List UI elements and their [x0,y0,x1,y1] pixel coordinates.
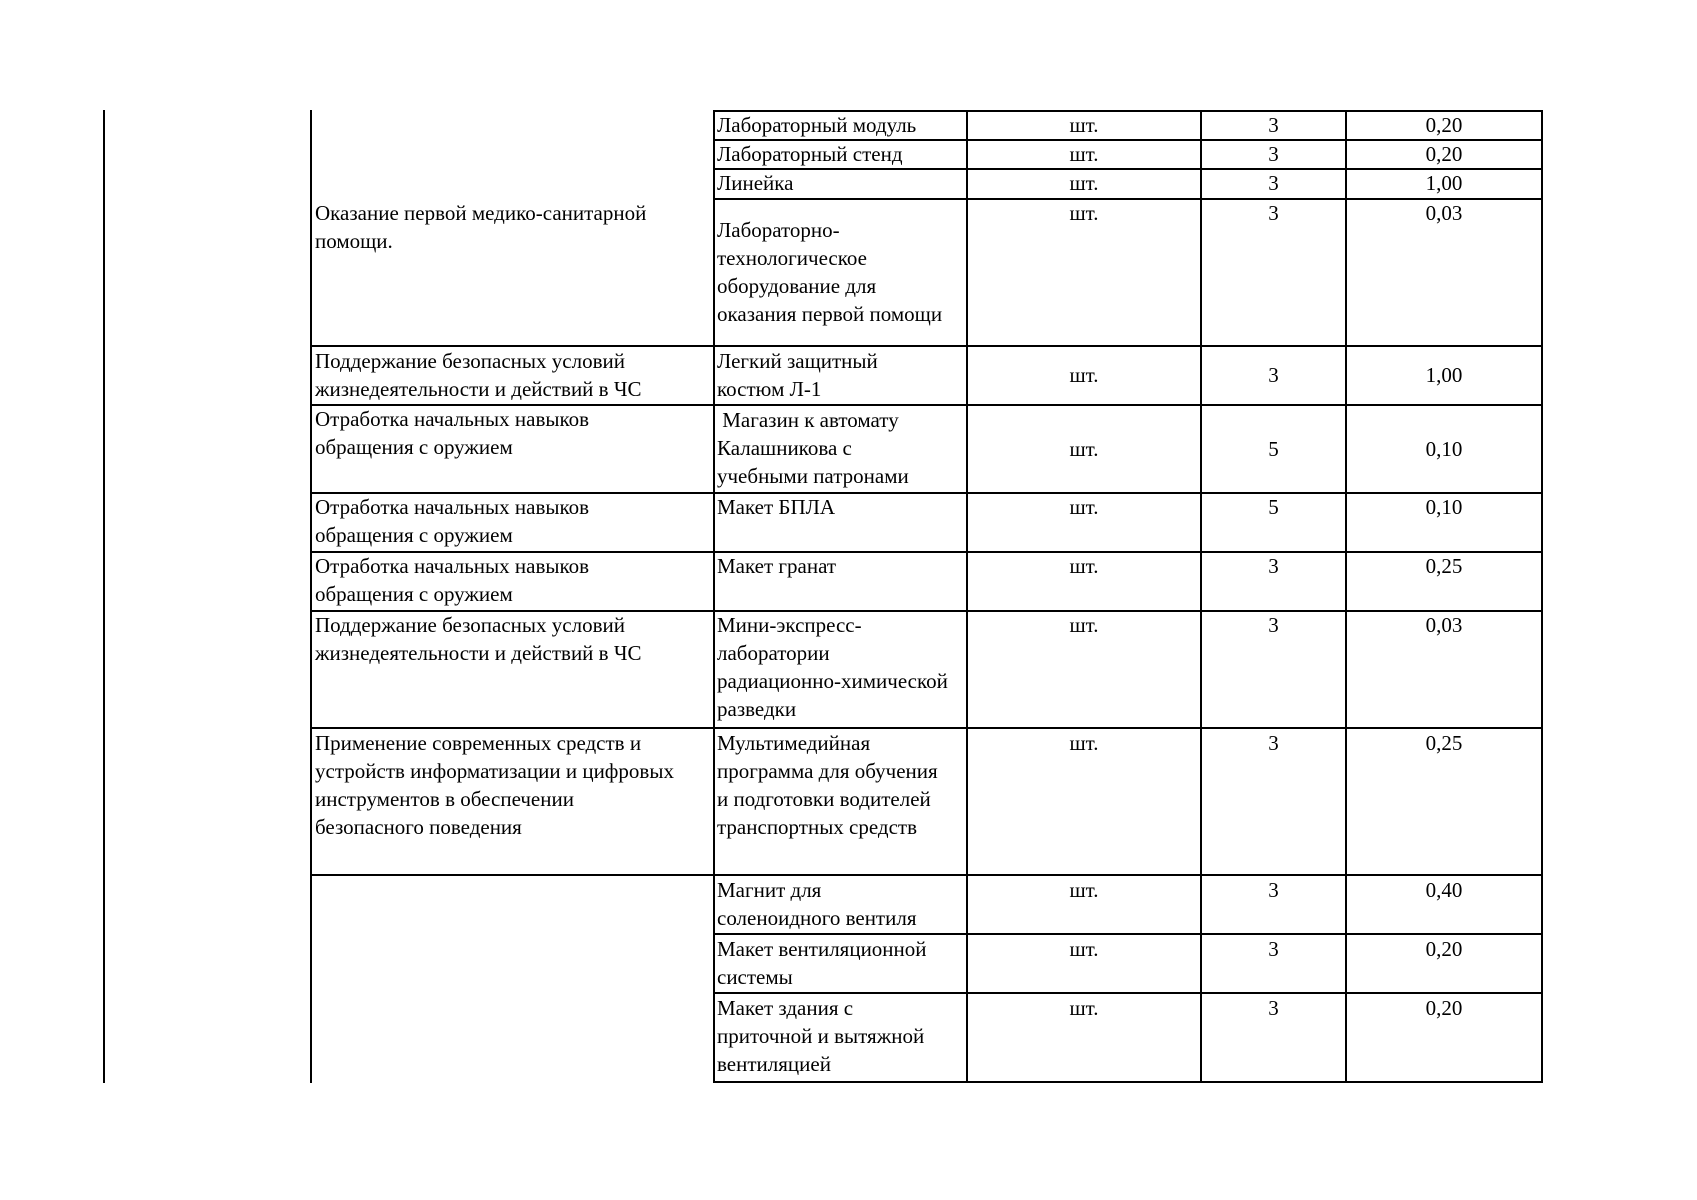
unit-cell: шт. [1069,113,1099,137]
item-name-cell: Линейка [717,171,794,195]
row-line [713,1081,1543,1083]
unit-cell: шт. [1069,495,1099,519]
quantity-cell: 3 [1268,363,1279,387]
coefficient-cell: 0,20 [1425,996,1463,1020]
quantity-cell: 5 [1268,437,1279,461]
unit-cell: шт. [1069,554,1099,578]
purpose-cell: Оказание первой медико-санитарной помощи. [315,201,647,253]
item-name-cell: Мини-экспресс- лаборатории радиационно-химической разведки [717,613,948,721]
coefficient-cell: 0,20 [1425,113,1463,137]
item-name-cell: Лабораторный стенд [717,142,903,166]
left-border-line [103,110,105,1083]
coefficient-cell: 0,10 [1425,437,1463,461]
item-name-cell: Макет вентиляционной системы [717,937,927,989]
coefficient-cell: 0,20 [1425,142,1463,166]
coefficient-cell: 0,20 [1425,937,1463,961]
item-name-cell: Магазин к автомату Калашникова с учебными патронами [717,408,909,488]
quantity-cell: 5 [1268,495,1279,519]
unit-cell: шт. [1069,731,1099,755]
right-border-line [1541,110,1543,1083]
quantity-cell: 3 [1268,937,1279,961]
quantity-cell: 3 [1268,613,1279,637]
item-name-cell: Легкий защитный костюм Л-1 [717,349,878,401]
purpose-cell: Поддержание безопасных условий жизнедеятельности и действий в ЧС [315,613,642,665]
coefficient-cell: 0,40 [1425,878,1463,902]
coefficient-cell: 0,25 [1425,731,1463,755]
coefficient-cell: 1,00 [1425,363,1463,387]
purpose-cell: Применение современных средств и устройств информатизации и цифровых инструментов в обеспечении безопасного поведения [315,731,674,839]
unit-cell: шт. [1069,142,1099,166]
item-name-cell: Макет гранат [717,554,837,578]
unit-cell: шт. [1069,171,1099,195]
unit-cell: шт. [1069,937,1099,961]
unit-cell: шт. [1069,613,1099,637]
purpose-column-left-line [310,110,312,1083]
unit-cell: шт. [1069,878,1099,902]
unit-cell: шт. [1069,437,1099,461]
coefficient-cell: 0,10 [1425,495,1463,519]
item-name-cell: Макет здания с приточной и вытяжной вентиляцией [717,996,925,1076]
item-name-cell: Лабораторно- технологическое оборудование для оказания первой помощи [717,218,943,326]
item-name-cell: Магнит для соленоидного вентиля [717,878,917,930]
unit-cell: шт. [1069,363,1099,387]
quantity-cell: 3 [1268,113,1279,137]
purpose-cell: Отработка начальных навыков обращения с оружием [315,495,590,547]
quantity-cell: 3 [1268,731,1279,755]
unit-cell: шт. [1069,996,1099,1020]
item-column-left-line [713,110,715,1083]
quantity-cell: 3 [1268,171,1279,195]
purpose-cell: Отработка начальных навыков обращения с оружием [315,407,590,459]
quantity-cell: 3 [1268,142,1279,166]
coefficient-cell: 0,03 [1425,613,1463,637]
coefficient-cell: 0,25 [1425,554,1463,578]
item-name-cell: Лабораторный модуль [717,113,917,137]
coefficient-cell: 1,00 [1425,171,1463,195]
item-name-cell: Мультимедийная программа для обучения и подготовки водителей транспортных средств [717,731,938,839]
quantity-cell: 3 [1268,554,1279,578]
unit-cell: шт. [1069,201,1099,225]
quantity-cell: 3 [1268,201,1279,225]
purpose-cell: Поддержание безопасных условий жизнедеятельности и действий в ЧС [315,349,642,401]
quantity-cell: 3 [1268,878,1279,902]
quantity-cell: 3 [1268,996,1279,1020]
coefficient-cell: 0,03 [1425,201,1463,225]
item-name-cell: Макет БПЛА [717,495,836,519]
purpose-cell: Отработка начальных навыков обращения с оружием [315,554,590,606]
